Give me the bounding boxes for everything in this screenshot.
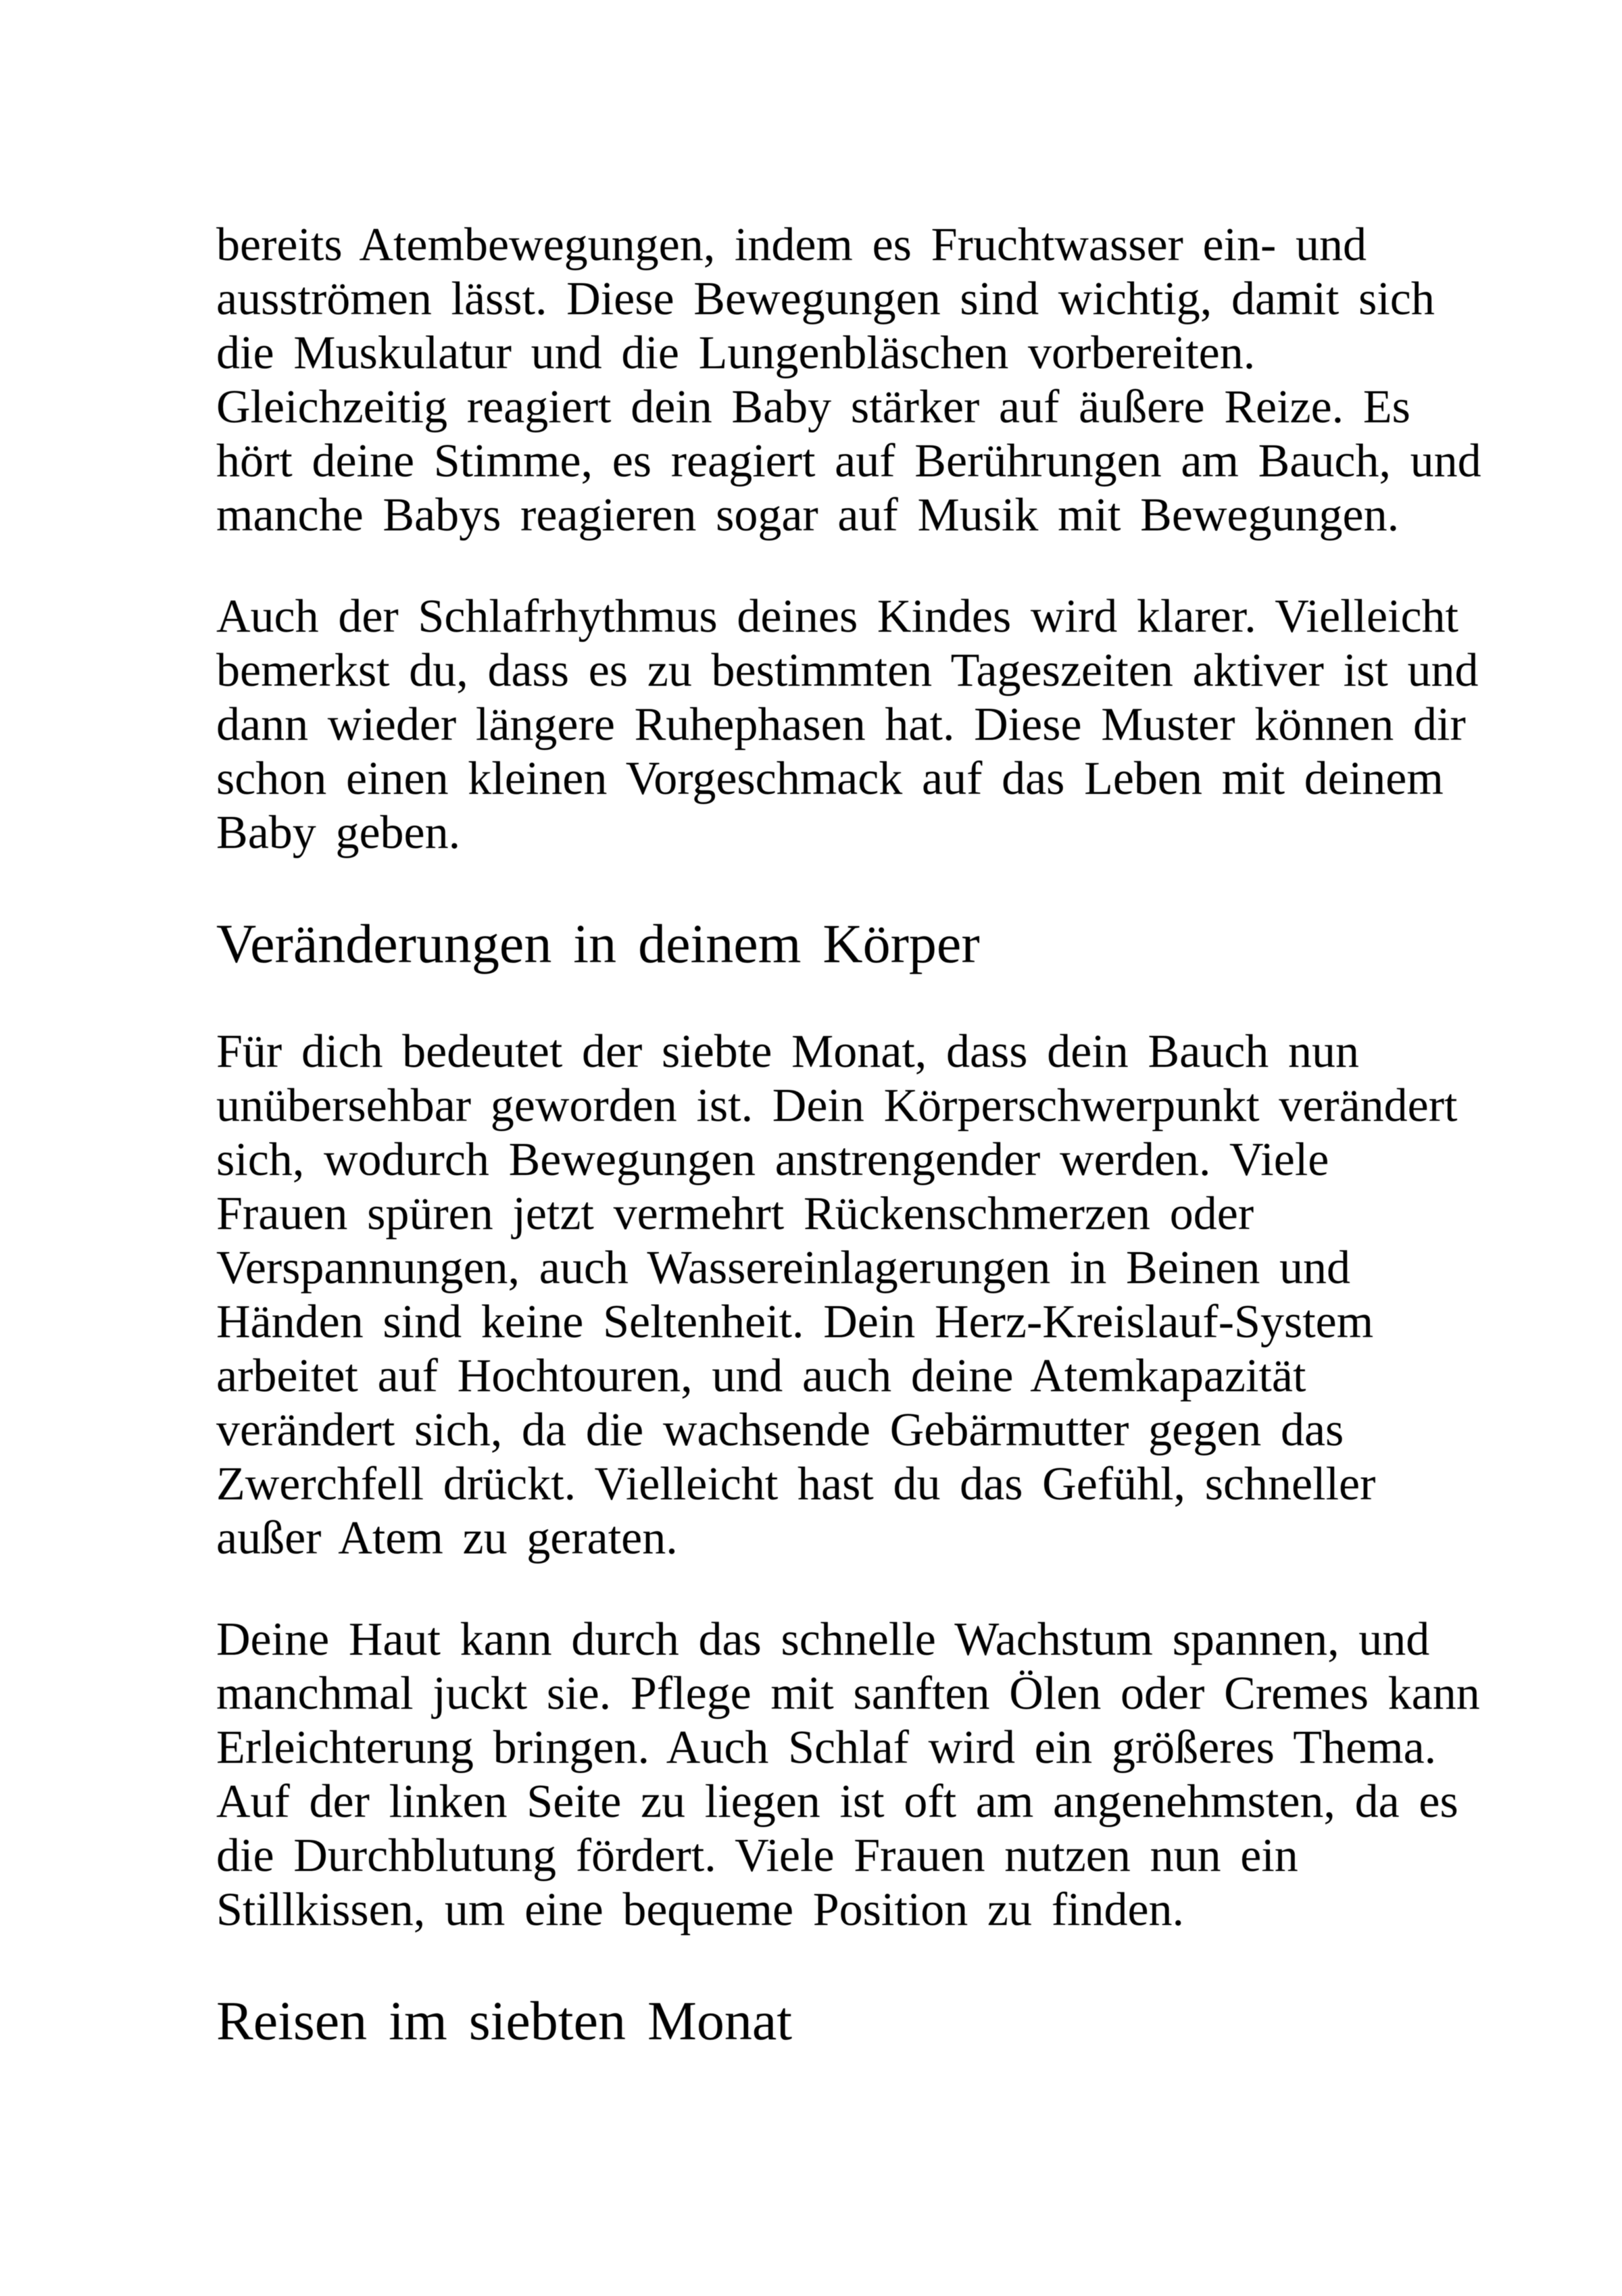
text-line: Auf der linken Seite zu liegen ist oft am angenehmsten, da es — [216, 1776, 1458, 1828]
text-line: manchmal juckt sie. Pflege mit sanften Ölen oder Cremes kann — [216, 1668, 1480, 1720]
paragraph-skin-and-sleep — [216, 1613, 1480, 1937]
text-line: Gleichzeitig reagiert dein Baby stärker auf äußere Reize. Es — [216, 381, 1410, 433]
text-line: unübersehbar geworden ist. Dein Körperschwerpunkt verändert — [216, 1080, 1458, 1132]
text-line: schon einen kleinen Vorgeschmack auf das Leben mit deinem — [216, 753, 1444, 805]
text-line: dann wieder längere Ruhephasen hat. Diese Muster können dir — [216, 699, 1466, 751]
text-line: Verspannungen, auch Wassereinlagerungen in Beinen und — [216, 1242, 1351, 1294]
text-line: Stillkissen, um eine bequeme Position zu finden. — [216, 1884, 1185, 1936]
text-line: Deine Haut kann durch das schnelle Wachstum spannen, und — [216, 1614, 1430, 1666]
paragraph-baby-movements — [216, 218, 1481, 543]
text-line: außer Atem zu geraten. — [216, 1512, 678, 1564]
text-line: Auch der Schlafrhythmus deines Kindes wird klarer. Vielleicht — [216, 591, 1459, 643]
paragraph-sleep-rhythm — [216, 590, 1479, 860]
paragraph-body-changes — [216, 1025, 1458, 1566]
section-heading-koerper-veraenderungen: Veränderungen in deinem Körper — [216, 913, 980, 974]
text-line: die Muskulatur und die Lungenbläschen vorbereiten. — [216, 327, 1256, 379]
text-line: bemerkst du, dass es zu bestimmten Tageszeiten aktiver ist und — [216, 645, 1479, 697]
text-line: Für dich bedeutet der siebte Monat, dass dein Bauch nun — [216, 1026, 1359, 1078]
text-line: Erleichterung bringen. Auch Schlaf wird ein größeres Thema. — [216, 1722, 1437, 1774]
text-line: hört deine Stimme, es reagiert auf Berührungen am Bauch, und — [216, 435, 1481, 487]
text-line: arbeitet auf Hochtouren, und auch deine Atemkapazität — [216, 1350, 1306, 1402]
text-line: bereits Atembewegungen, indem es Fruchtwasser ein- und — [216, 219, 1367, 271]
text-line: ausströmen lässt. Diese Bewegungen sind wichtig, damit sich — [216, 273, 1435, 325]
text-line: Händen sind keine Seltenheit. Dein Herz-Kreislauf-System — [216, 1296, 1374, 1348]
text-line: sich, wodurch Bewegungen anstrengender werden. Viele — [216, 1134, 1329, 1186]
text-line: manche Babys reagieren sogar auf Musik mit Bewegungen. — [216, 489, 1400, 541]
section-heading-reisen: Reisen im siebten Monat — [216, 1990, 793, 2051]
text-line: Frauen spüren jetzt vermehrt Rückenschmerzen oder — [216, 1188, 1254, 1240]
text-line: Zwerchfell drückt. Vielleicht hast du das Gefühl, schneller — [216, 1458, 1376, 1510]
text-line: die Durchblutung fördert. Viele Frauen nutzen nun ein — [216, 1830, 1298, 1882]
text-line: Baby geben. — [216, 807, 461, 859]
text-line: verändert sich, da die wachsende Gebärmutter gegen das — [216, 1404, 1344, 1456]
